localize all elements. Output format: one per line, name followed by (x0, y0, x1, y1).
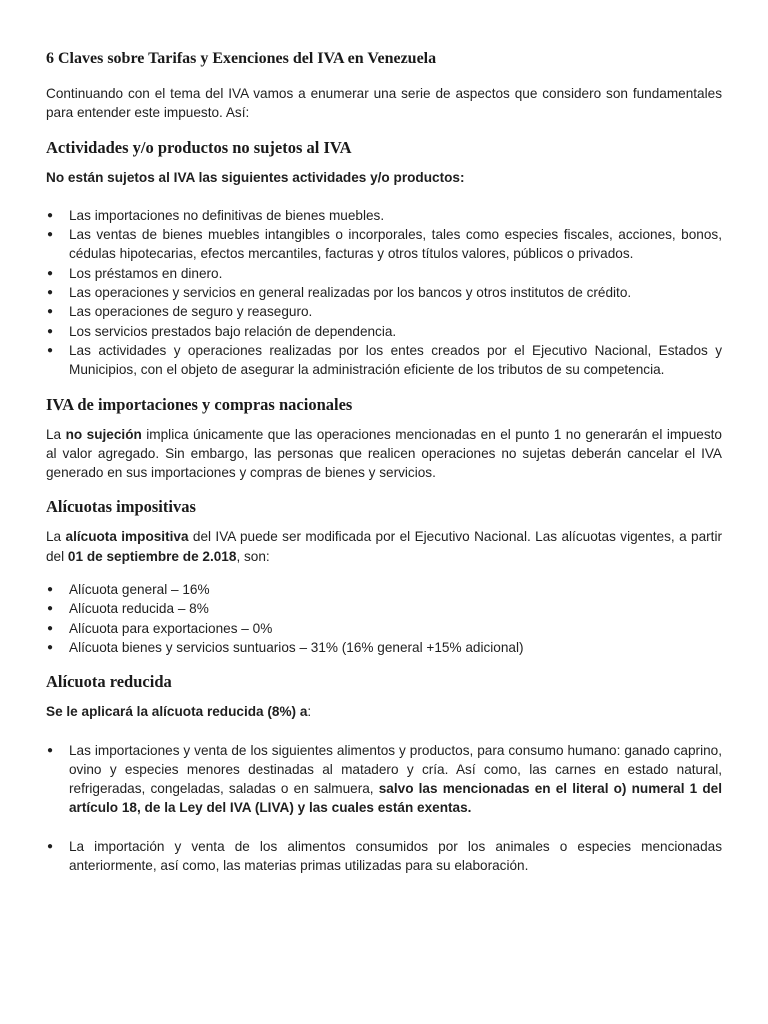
bullet-icon: ● (47, 344, 54, 356)
text-run: La (46, 426, 66, 442)
bullet-icon: ● (47, 584, 54, 596)
reducida-lead (46, 702, 722, 721)
bullet-icon: ● (47, 744, 54, 756)
bold-term: Se le aplicará la alícuota reducida (8%) a (46, 704, 308, 720)
list-item (46, 206, 722, 225)
list-item-text: Las importaciones no definitivas de bienes muebles. (69, 207, 385, 223)
list-item (46, 741, 722, 818)
list-item (46, 580, 722, 599)
document-page (46, 48, 722, 894)
bullet-icon: ● (47, 622, 54, 634)
list-item (46, 837, 722, 876)
bullet-icon: ● (47, 306, 54, 318)
reducida-list (46, 741, 722, 876)
list-item-text: Alícuota bienes y servicios suntuarios – 31% (16% general +15% adicional) (69, 639, 524, 655)
bold-term: alícuota impositiva (65, 529, 189, 545)
list-item-text: La importación y venta de los alimentos consumidos por los animales o especies mencionadas anteriormente, así como, las materias primas utilizadas para su elaboración. (69, 838, 722, 874)
no-sujetos-lead: No están sujetos al IVA las siguientes actividades y/o productos: (46, 169, 465, 185)
list-item (46, 225, 722, 264)
list-item (46, 638, 722, 657)
intro-paragraph: Continuando con el tema del IVA vamos a enumerar una serie de aspectos que considero son fundamentales para entender este impuesto. Así: (46, 86, 722, 121)
bold-date: 01 de septiembre de 2.018 (67, 548, 237, 564)
text-run: La (46, 529, 66, 545)
heading-alicuotas: Alícuotas impositivas (46, 497, 196, 517)
heading-reducida: Alícuota reducida (46, 672, 172, 692)
list-item-text: Las operaciones de seguro y reaseguro. (69, 304, 313, 320)
no-sujetos-list (46, 206, 722, 380)
bullet-icon: ● (47, 267, 54, 279)
list-item-text: Alícuota general – 16% (69, 582, 210, 598)
bullet-icon: ● (47, 287, 54, 299)
list-item-text: Las actividades y operaciones realizadas por los entes creados por el Ejecutivo Nacional, Estados y Municipios, con el objeto de asegurar la administración eficiente de los tributos de su competencia. (69, 342, 722, 378)
bullet-icon: ● (47, 209, 54, 221)
list-item-text: Los servicios prestados bajo relación de dependencia. (69, 323, 397, 339)
heading-importaciones: IVA de importaciones y compras nacionales (46, 394, 353, 414)
list-item (46, 264, 722, 283)
bullet-icon: ● (47, 603, 54, 615)
list-item-text: Las ventas de bienes muebles intangibles o incorporales, tales como especies fiscales, acciones, bonos, cédulas hipotecarias, efectos mercantiles, facturas y otros títulos valores, públicos o privados. (69, 227, 722, 262)
list-item (46, 302, 722, 321)
bold-term: no sujeción (65, 426, 142, 442)
list-item (46, 599, 722, 618)
list-item-text: Los préstamos en dinero. (69, 265, 223, 281)
bullet-icon: ● (47, 840, 54, 852)
bullet-icon: ● (47, 229, 54, 241)
alicuotas-list (46, 580, 722, 657)
list-item (46, 283, 722, 302)
text-run: implica únicamente que las operaciones mencionadas en el punto 1 no generarán el impuesto al valor agregado. Sin embargo, las personas que realicen operaciones no sujetas deberán cancelar el IVA generado en sus importaciones y compras de bienes y servicios. (46, 426, 722, 481)
bold-term: salvo las mencionadas en el literal o) numeral 1 del artículo 18, de la Ley del IVA (LIVA) y las cuales están exentas. (69, 781, 722, 816)
list-item (46, 619, 722, 638)
list-item-text: Alícuota para exportaciones – 0% (69, 620, 273, 636)
text-run: , son: (236, 548, 270, 564)
list-item-text: Las importaciones y venta de los siguientes alimentos y productos, para consumo humano: ganado caprino, ovino y especies menores destinadas al matadero y cría. Así como, las carnes en estado natural, refrigeradas, congeladas, saladas o en salmuera, (69, 742, 722, 797)
importaciones-paragraph (46, 425, 722, 483)
list-item-text: Las operaciones y servicios en general realizadas por los bancos y otros institutos de crédito. (69, 285, 632, 301)
document-title: 6 Claves sobre Tarifas y Exenciones del IVA en Venezuela (46, 50, 437, 67)
list-item (46, 322, 722, 341)
bullet-icon: ● (47, 325, 54, 337)
list-item (46, 341, 722, 380)
alicuotas-paragraph (46, 527, 722, 566)
list-item-text: Alícuota reducida – 8% (69, 601, 209, 617)
text-run: : (307, 704, 312, 720)
heading-no-sujetos: Actividades y/o productos no sujetos al IVA (46, 137, 352, 157)
bullet-icon: ● (47, 641, 54, 653)
text-run: del IVA puede ser modificada por el Ejecutivo Nacional. Las alícuotas vigentes, a partir del (46, 529, 722, 564)
